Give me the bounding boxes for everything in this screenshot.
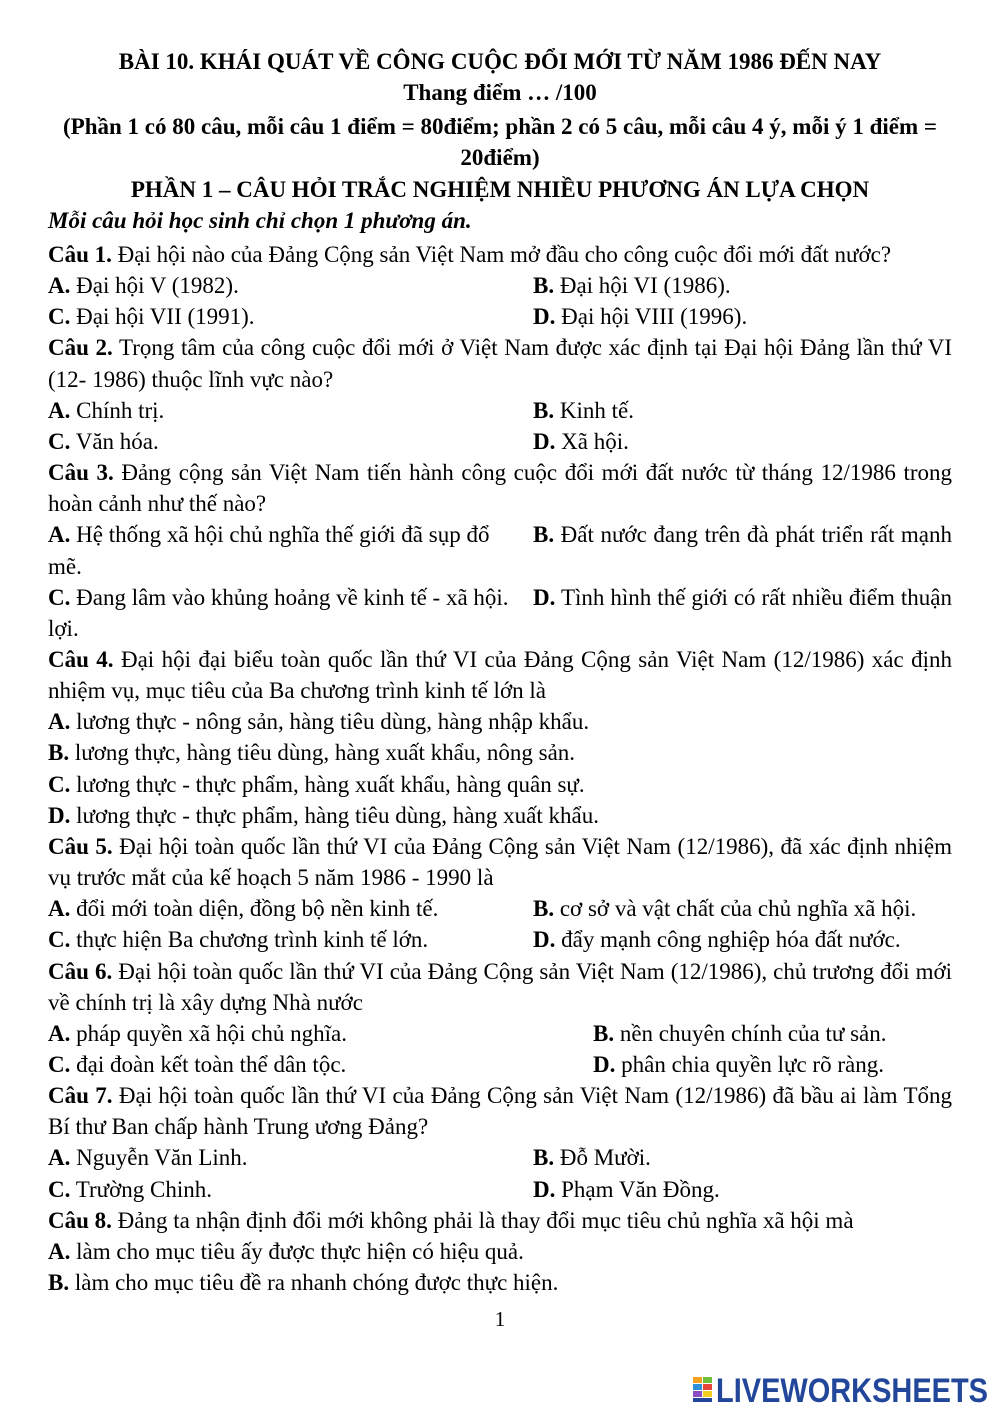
question-2-options [48,395,952,457]
option-1c [48,301,533,332]
option-7a [48,1142,533,1173]
option-text: lương thực - thực phẩm, hàng tiêu dùng, hàng xuất khẩu. [76,802,599,828]
option-2a [48,395,533,426]
option-text: Kinh tế. [559,397,634,423]
logo-tile-yellow [703,1391,712,1397]
question-6-label: Câu 6. [48,958,113,984]
option-key: B. [48,740,70,766]
question-4-label: Câu 4. [48,646,114,672]
liveworksheets-logo-icon [693,1377,712,1402]
option-text: Đại hội VII (1991). [76,304,255,330]
question-1-text: Đại hội nào của Đảng Cộng sản Việt Nam mở đầu cho công cuộc đổi mới đất nước? [117,241,892,267]
option-4a [48,706,952,737]
liveworksheets-logo-text: LIVEWORKSHEETS [716,1372,988,1407]
option-5c [48,924,533,955]
option-7d [533,1174,952,1205]
option-1d [533,301,952,332]
score-line: Thang điểm … /100 [403,80,597,106]
option-text: Nguyễn Văn Linh. [76,1145,248,1171]
option-text: Đất nước đang trên đà phát triển rất mạnh mẽ. [48,522,953,579]
section-title: PHẦN 1 – CÂU HỎI TRẮC NGHIỆM NHIỀU PHƯƠNG ÁN LỰA CHỌN [130,176,870,202]
option-5b [533,893,952,924]
question-1-options [48,270,952,332]
question-7-options [48,1142,952,1204]
option-7b [533,1142,952,1173]
question-5 [48,831,952,893]
question-6-options [48,1018,952,1080]
question-1-label: Câu 1. [48,241,112,267]
option-8a [48,1236,952,1267]
option-key: A. [48,273,71,299]
option-text: đại đoàn kết toàn thể dân tộc. [76,1052,347,1077]
option-text: lương thực, hàng tiêu dùng, hàng xuất khẩu, nông sản. [74,740,576,766]
option-key: B. [533,522,555,548]
option-5a [48,893,533,924]
question-8-options [48,1236,952,1298]
option-text: làm cho mục tiêu đề ra nhanh chóng được thực hiện. [74,1270,559,1296]
question-3 [48,457,952,519]
option-6a [48,1018,593,1049]
option-text: Đại hội V (1982). [76,273,239,299]
option-key: B. [533,1145,555,1171]
question-4-text: Đại hội đại biểu toàn quốc lần thứ VI của Đảng Cộng sản Việt Nam (12/1986) xác định nhiệm vụ, mục tiêu của Ba chương trình kinh tế lớn là [48,646,952,704]
question-8-label: Câu 8. [48,1207,112,1233]
option-4c [48,769,952,800]
option-text: làm cho mục tiêu ấy được thực hiện có hiệu quả. [76,1238,524,1264]
option-text: nền chuyên chính của tư sản. [619,1020,887,1046]
option-key: A. [48,1238,71,1264]
question-3-options-row-2 [48,582,952,644]
option-key: B. [593,1020,615,1046]
option-2c [48,426,533,457]
option-2d [533,426,952,457]
option-key: B. [533,397,555,423]
worksheet-page [48,46,952,1298]
option-4d [48,800,952,831]
option-text: phân chia quyền lực rõ ràng. [621,1052,884,1077]
option-6d [593,1049,952,1080]
option-key: B. [533,273,555,299]
option-key: B. [533,896,555,922]
option-text: Đại hội VIII (1996). [561,304,748,330]
option-key: D. [48,802,71,828]
option-key: A. [48,896,71,922]
option-key: D. [533,1176,556,1202]
scoring-note: (Phần 1 có 80 câu, mỗi câu 1 điểm = 80điểm; phần 2 có 5 câu, mỗi câu 4 ý, mỗi ý 1 điểm = 20điểm) [63,114,937,171]
option-key: A. [48,522,71,548]
option-text: Hệ thống xã hội chủ nghĩa thế giới đã sụp đổ [76,522,490,548]
option-key: D. [533,927,556,953]
option-key: C. [48,771,71,797]
option-text: thực hiện Ba chương trình kinh tế lớn. [76,927,429,953]
option-text: pháp quyền xã hội chủ nghĩa. [76,1020,347,1046]
option-1b [533,270,952,301]
option-text: Tình hình thế giới có rất nhiều điểm thuận lợi. [48,584,952,641]
logo-tile-base [693,1398,712,1402]
liveworksheets-logo-svg [690,1371,992,1407]
option-text: Đang lâm vào khủng hoảng về kinh tế - xã hội. [76,584,509,610]
option-4b [48,737,952,768]
question-3-options-row-1 [48,519,952,581]
option-text: Xã hội. [561,428,629,454]
option-text: Đại hội VI (1986). [559,273,731,299]
option-6c [48,1049,593,1080]
question-2-label: Câu 2. [48,335,113,361]
logo-tile-purple [693,1391,702,1397]
question-2-text: Trọng tâm của công cuộc đổi mới ở Việt Nam được xác định tại Đại hội Đảng lần thứ VI (12- 1986) thuộc lĩnh vực nào? [48,335,952,392]
logo-tile-green [703,1377,712,1383]
option-7c [48,1174,533,1205]
option-2b [533,395,952,426]
page-number: 1 [494,1307,506,1331]
option-key: A. [48,397,71,423]
option-key: D. [533,428,556,454]
option-key: C. [48,927,71,953]
option-key: C. [48,584,71,610]
option-text: đẩy mạnh công nghiệp hóa đất nước. [561,927,901,953]
logo-tile-orange [693,1377,702,1383]
option-6b [593,1018,952,1049]
option-key: C. [48,428,71,454]
question-3-text: Đảng cộng sản Việt Nam tiến hành công cuộc đổi mới đất nước từ tháng 12/1986 trong hoàn cảnh như thế nào? [48,460,952,517]
option-key: C. [48,304,71,330]
instruction: Mỗi câu hỏi học sinh chỉ chọn 1 phương án. [48,207,472,233]
option-8b [48,1267,952,1298]
question-6 [48,956,952,1018]
logo-tile-red [703,1384,712,1390]
option-text: Văn hóa. [75,428,159,454]
option-text: cơ sở và vật chất của chủ nghĩa xã hội. [559,896,917,922]
option-3c [48,582,533,613]
option-text: Đỗ Mười. [559,1145,651,1171]
option-5d [533,924,952,955]
page-title: BÀI 10. KHÁI QUÁT VỀ CÔNG CUỘC ĐỔI MỚI TỪ NĂM 1986 ĐẾN NAY [118,49,882,74]
question-4-options [48,706,952,831]
option-text: Chính trị. [76,397,165,423]
question-8-text: Đảng ta nhận định đổi mới không phải là thay đổi mục tiêu chủ nghĩa xã hội mà [117,1207,854,1233]
option-text: lương thực - thực phẩm, hàng xuất khẩu, hàng quân sự. [76,771,585,797]
question-1 [48,239,952,270]
option-key: C. [48,1052,71,1077]
option-key: D. [593,1052,616,1077]
option-key: C. [48,1176,71,1202]
question-3-label: Câu 3. [48,460,114,486]
logo-tile-blue [693,1384,702,1390]
option-text: đổi mới toàn diện, đồng bộ nền kinh tế. [76,896,439,922]
option-key: A. [48,1145,71,1171]
question-6-text: Đại hội toàn quốc lần thứ VI của Đảng Cộng sản Việt Nam (12/1986), chủ trương đổi mới về chính trị là xây dựng Nhà nước [48,958,953,1015]
question-8 [48,1205,952,1236]
question-7-label: Câu 7. [48,1083,113,1109]
question-5-text: Đại hội toàn quốc lần thứ VI của Đảng Cộng sản Việt Nam (12/1986), đã xác định nhiệm vụ trước mắt của kế hoạch 5 năm 1986 - 1990 là [48,833,952,891]
liveworksheets-logo[interactable] [690,1371,992,1407]
option-1a [48,270,533,301]
question-7 [48,1080,952,1142]
option-text: lương thực - nông sản, hàng tiêu dùng, hàng nhập khẩu. [76,709,590,735]
option-key: B. [48,1270,70,1296]
option-key: A. [48,1020,71,1046]
option-text: Phạm Văn Đồng. [561,1176,720,1202]
question-7-text: Đại hội toàn quốc lần thứ VI của Đảng Cộng sản Việt Nam (12/1986) đã bầu ai làm Tổng Bí thư Ban chấp hành Trung ương Đảng? [48,1083,953,1140]
option-key: D. [533,304,556,330]
question-5-options [48,893,952,955]
option-3a [48,519,533,550]
question-5-label: Câu 5. [48,833,113,859]
option-key: A. [48,709,71,735]
question-2 [48,332,952,394]
question-4 [48,644,952,706]
option-text: Trường Chinh. [75,1176,212,1202]
option-key: D. [533,584,556,610]
